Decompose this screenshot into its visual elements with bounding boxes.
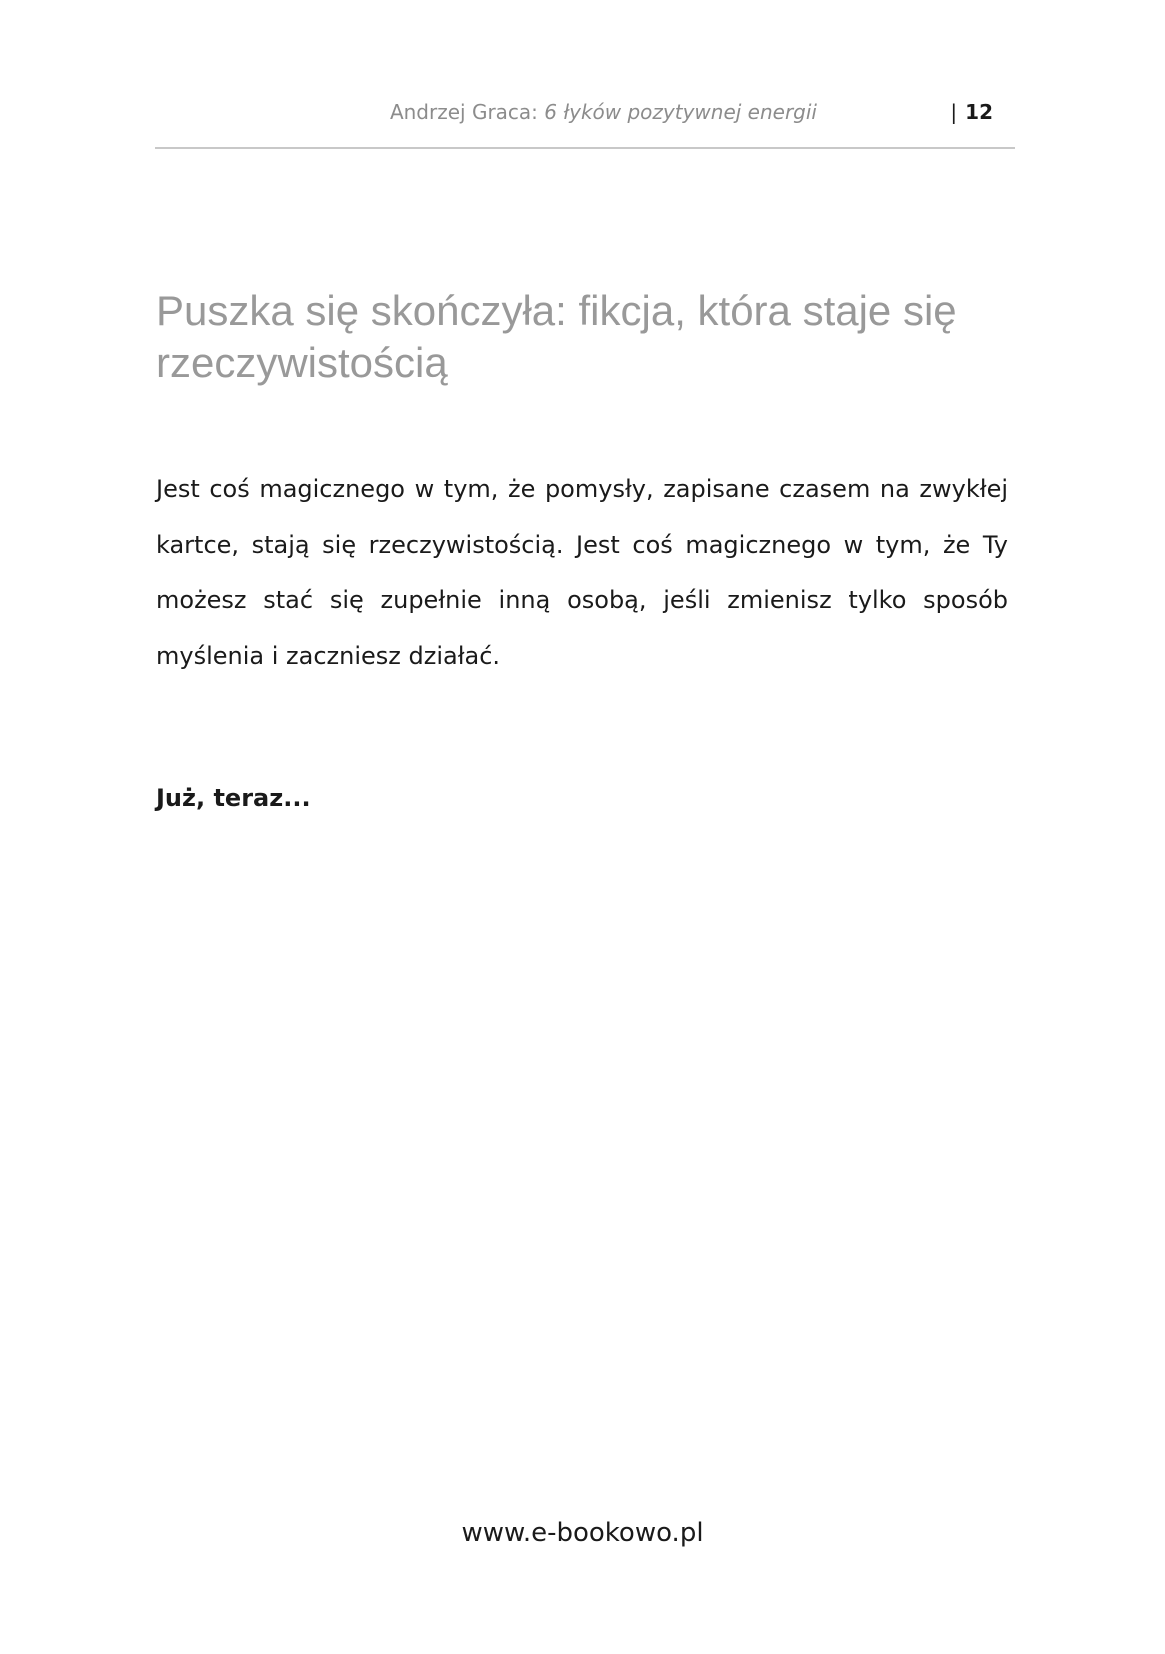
chapter-title: Puszka się skończyła: fikcja, która staje się rzeczywistością (156, 287, 957, 386)
header-divider (155, 147, 1015, 149)
page-number-value: 12 (965, 100, 993, 124)
page-number (950, 100, 993, 124)
header-book-title: 6 łyków pozytywnej energii (544, 100, 817, 124)
running-header (155, 96, 1015, 132)
page-number-separator: | (950, 100, 958, 124)
footer-url[interactable]: www.e-bookowo.pl (461, 1518, 704, 1548)
body-paragraph: Jest coś magicznego w tym, że pomysły, zapisane czasem na zwykłej kartce, stają się rzeczywistością. Jest coś magicznego w tym, że Ty możesz stać się zupełnie inną osobą, jeśli zmienisz tylko sposób myślenia i zaczniesz działać. (156, 475, 1008, 670)
header-author-title (390, 100, 817, 124)
closing-line: Już, teraz... (156, 784, 311, 812)
header-author: Andrzej Graca: (389, 100, 538, 124)
